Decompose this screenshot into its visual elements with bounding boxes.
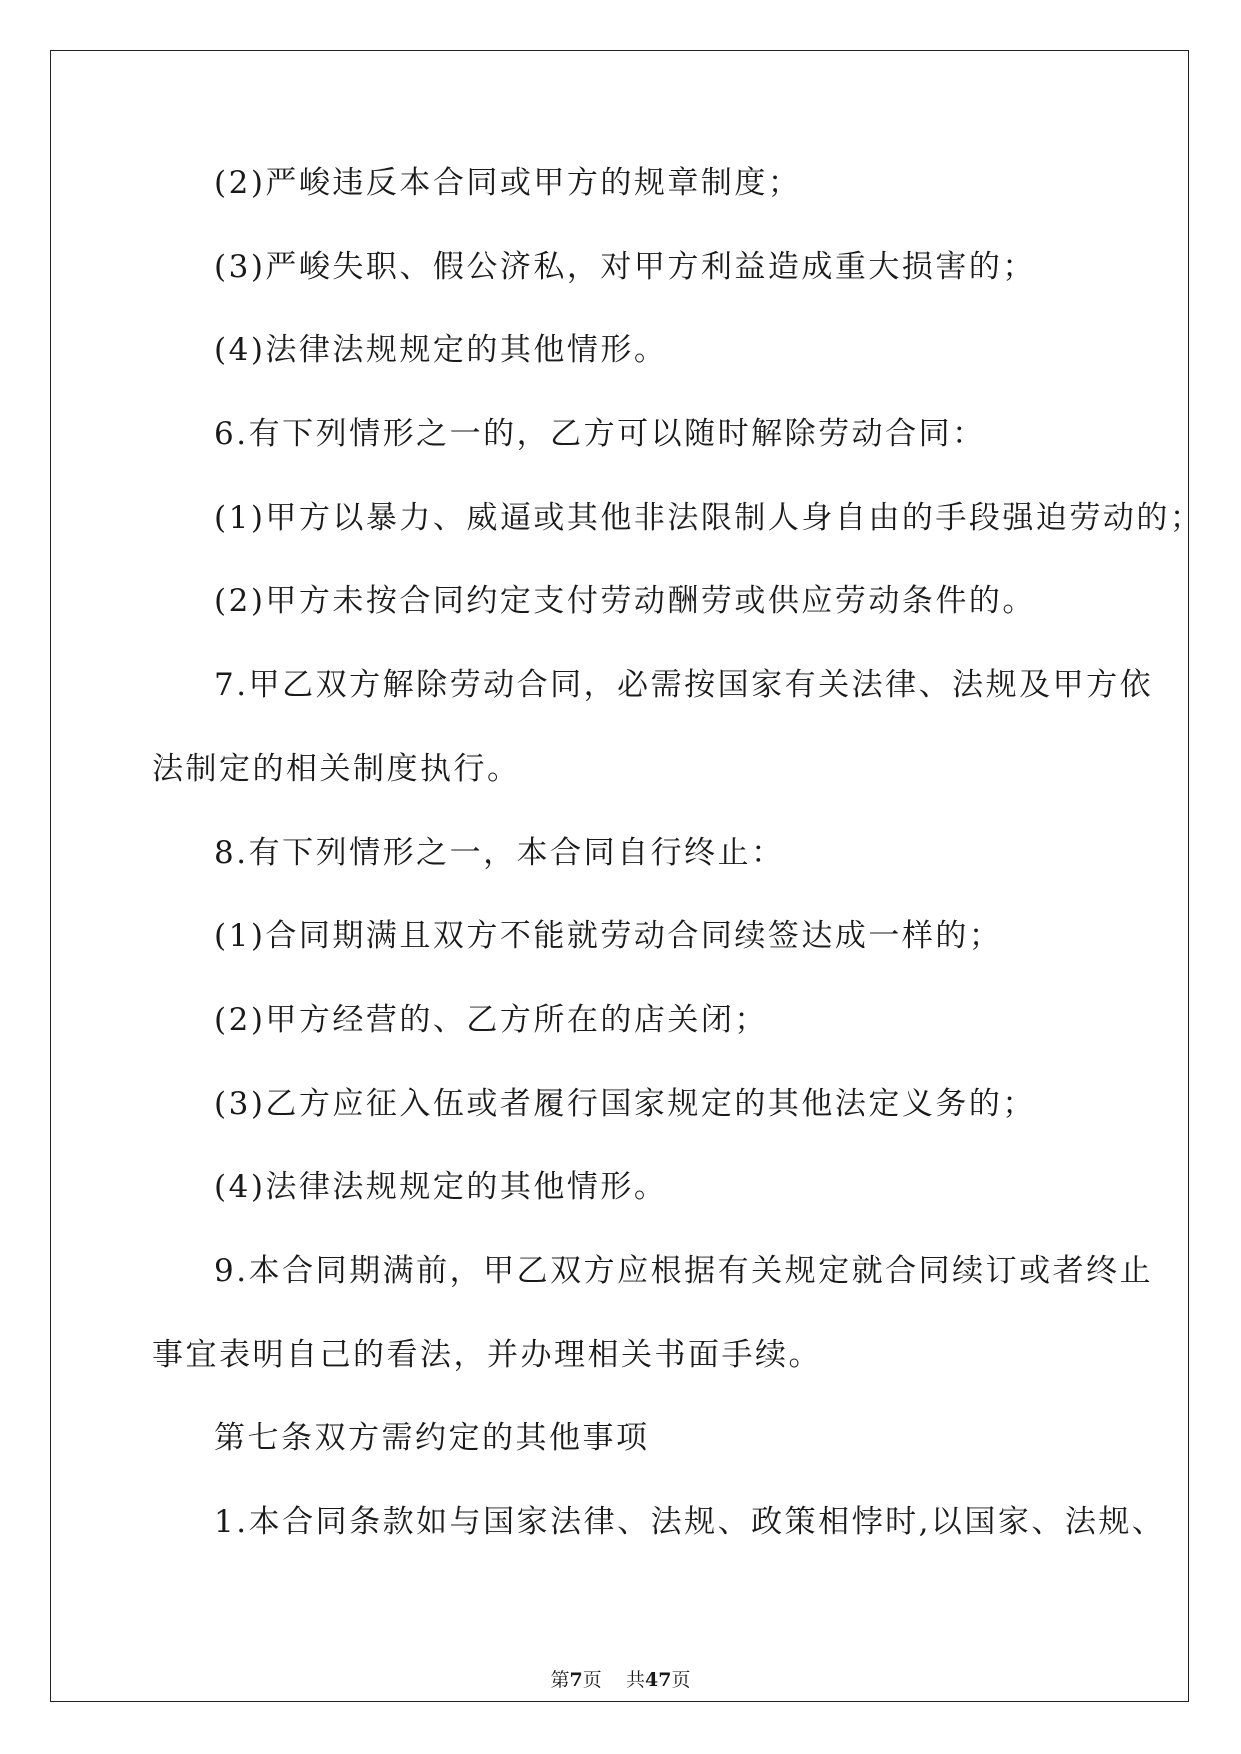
paragraph-line: 8.有下列情形之一，本合同自行终止： [214, 834, 785, 871]
footer-page-suffix: 页 [582, 1669, 602, 1691]
footer-page-number: 7 [569, 1669, 583, 1691]
paragraph-line: (2)严峻违反本合同或甲方的规章制度； [214, 165, 802, 201]
footer-total-pages: 47 [644, 1669, 672, 1691]
paragraph-line: 事宜表明自己的看法，并办理相关书面手续。 [152, 1336, 822, 1373]
paragraph-line: (3)乙方应征入伍或者履行国家规定的其他法定义务的； [214, 1085, 1036, 1122]
footer-total-suffix: 页 [671, 1669, 691, 1691]
paragraph-line: (4)法律法规规定的其他情形。 [214, 332, 668, 369]
paragraph-line: (4)法律法规规定的其他情形。 [214, 1169, 668, 1206]
paragraph-line: 6.有下列情形之一的，乙方可以随时解除劳动合同： [214, 416, 986, 453]
section-heading: 第七条双方需约定的其他事项 [214, 1420, 650, 1457]
paragraph-line: (2)甲方未按合同约定支付劳动酬劳或供应劳动条件的。 [214, 583, 1036, 620]
footer-total-prefix: 共 [625, 1669, 645, 1691]
footer-page-prefix: 第 [550, 1669, 570, 1691]
paragraph-line: 9.本合同期满前，甲乙双方应根据有关规定就合同续订或者终止 [214, 1252, 1154, 1289]
paragraph-line: (1)合同期满且双方不能就劳动合同续签达成一样的； [214, 918, 1003, 955]
paragraph-line: (2)甲方经营的、乙方所在的店关闭； [214, 1001, 768, 1038]
page-footer [0, 1668, 1241, 1692]
document-body [152, 162, 1204, 1585]
paragraph-line: 法制定的相关制度执行。 [152, 750, 521, 787]
paragraph-line: 1.本合同条款如与国家法律、法规、政策相悖时,以国家、法规、 [214, 1504, 1166, 1540]
paragraph-line: (3)严峻失职、假公济私，对甲方利益造成重大损害的； [214, 248, 1036, 285]
paragraph-line: 7.甲乙双方解除劳动合同，必需按国家有关法律、法规及甲方依 [214, 667, 1154, 704]
paragraph-line: (1)甲方以暴力、威逼或其他非法限制人身自由的手段强迫劳动的； [214, 499, 1204, 536]
